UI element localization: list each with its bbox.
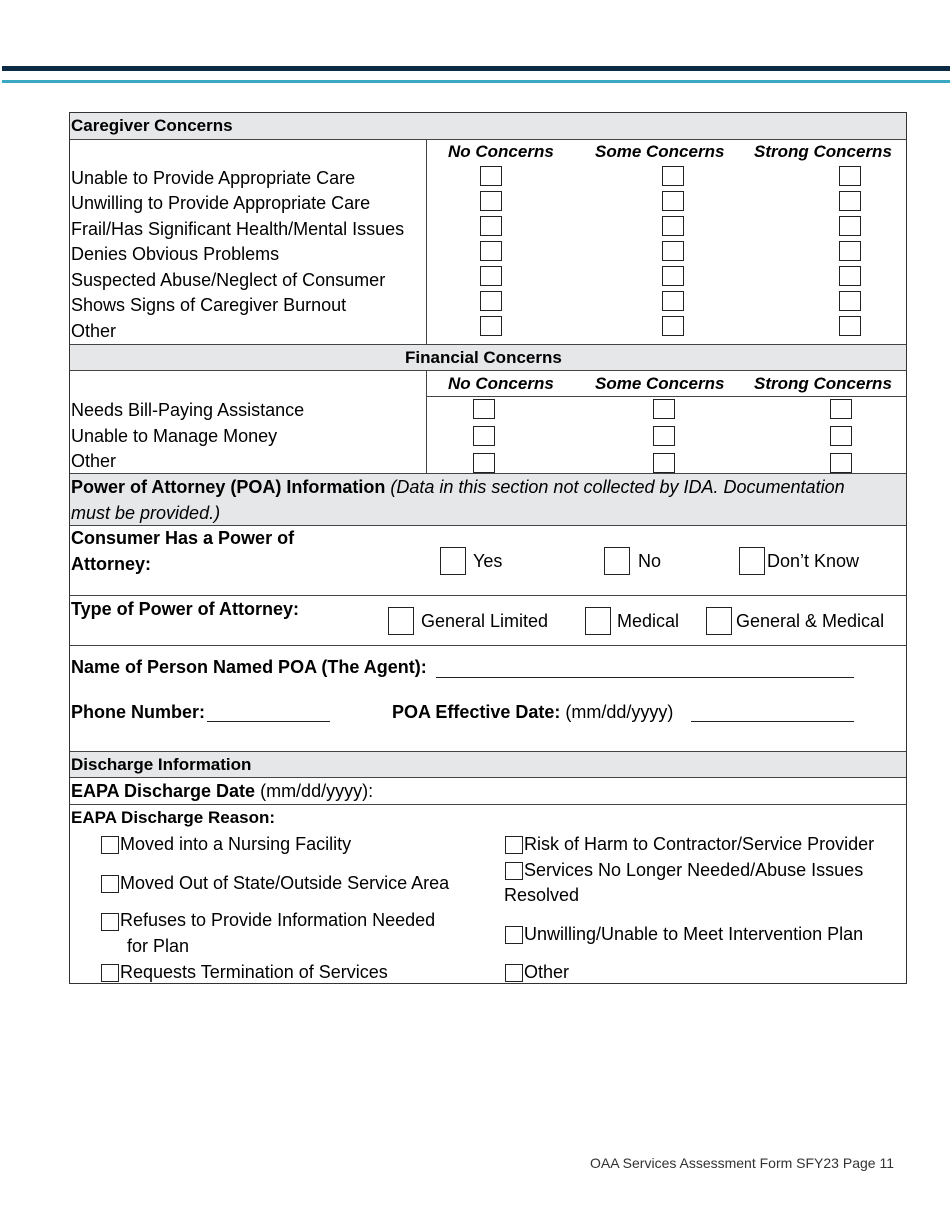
- divider: [70, 525, 906, 526]
- financial-other-no-checkbox[interactable]: [473, 453, 495, 473]
- discharge-reason-label: Moved into a Nursing Facility: [120, 834, 352, 854]
- poa-type-medical-checkbox[interactable]: [585, 607, 611, 635]
- financial-col-some-concerns: Some Concerns: [595, 374, 725, 393]
- discharge-unwilling-plan-checkbox[interactable]: [505, 926, 523, 944]
- poa-effective-date-input[interactable]: [691, 721, 854, 722]
- header-dark-bar: [2, 66, 950, 71]
- poa-title: Power of Attorney (POA) Information: [71, 477, 386, 497]
- caregiver-burnout-no-checkbox[interactable]: [480, 291, 502, 311]
- financial-bill-strong-checkbox[interactable]: [830, 399, 852, 419]
- discharge-reason-label: Requests Termination of Services: [120, 962, 388, 982]
- caregiver-item: Shows Signs of Caregiver Burnout: [71, 295, 347, 315]
- poa-dont-know-checkbox[interactable]: [739, 547, 765, 575]
- divider: [70, 645, 906, 646]
- discharge-requests-termination-checkbox[interactable]: [101, 964, 119, 982]
- financial-title: Financial Concerns: [405, 348, 562, 367]
- caregiver-abuse-strong-checkbox[interactable]: [839, 266, 861, 286]
- discharge-reason-label-continued: for Plan: [127, 936, 190, 956]
- financial-col-strong-concerns: Strong Concerns: [754, 374, 892, 393]
- divider: [426, 370, 427, 473]
- financial-money-strong-checkbox[interactable]: [830, 426, 852, 446]
- caregiver-item: Suspected Abuse/Neglect of Consumer: [71, 270, 386, 290]
- poa-type-general-medical-checkbox[interactable]: [706, 607, 732, 635]
- poa-yes-label: Yes: [473, 551, 503, 571]
- discharge-title: Discharge Information: [71, 755, 252, 774]
- caregiver-unable-strong-checkbox[interactable]: [839, 166, 861, 186]
- page-footer: OAA Services Assessment Form SFY23 Page 11: [590, 1155, 894, 1171]
- financial-money-no-checkbox[interactable]: [473, 426, 495, 446]
- caregiver-other-some-checkbox[interactable]: [662, 316, 684, 336]
- poa-type-label: Type of Power of Attorney:: [71, 599, 300, 619]
- poa-note: (Data in this section not collected by IDA. Documentation: [390, 477, 845, 497]
- caregiver-item: Frail/Has Significant Health/Mental Issues: [71, 219, 405, 239]
- financial-bill-no-checkbox[interactable]: [473, 399, 495, 419]
- caregiver-unable-no-checkbox[interactable]: [480, 166, 502, 186]
- caregiver-frail-no-checkbox[interactable]: [480, 216, 502, 236]
- caregiver-other-no-checkbox[interactable]: [480, 316, 502, 336]
- poa-effective-format: (mm/dd/yyyy): [565, 702, 674, 722]
- caregiver-title: Caregiver Concerns: [71, 116, 233, 135]
- financial-item: Other: [71, 451, 117, 471]
- divider: [70, 804, 906, 805]
- caregiver-col-some-concerns: Some Concerns: [595, 142, 725, 161]
- poa-type-general-limited-checkbox[interactable]: [388, 607, 414, 635]
- financial-money-some-checkbox[interactable]: [653, 426, 675, 446]
- financial-other-strong-checkbox[interactable]: [830, 453, 852, 473]
- discharge-reason-label: Risk of Harm to Contractor/Service Provider: [524, 834, 875, 854]
- divider: [70, 139, 906, 140]
- financial-item: Unable to Manage Money: [71, 426, 278, 446]
- poa-effective-label: POA Effective Date:: [392, 702, 561, 722]
- poa-no-checkbox[interactable]: [604, 547, 630, 575]
- divider: [426, 139, 427, 345]
- poa-type-medical-label: Medical: [617, 611, 680, 631]
- poa-note-continued: must be provided.): [71, 503, 221, 523]
- discharge-other-checkbox[interactable]: [505, 964, 523, 982]
- caregiver-col-strong-concerns: Strong Concerns: [754, 142, 892, 161]
- caregiver-burnout-strong-checkbox[interactable]: [839, 291, 861, 311]
- caregiver-item: Unwilling to Provide Appropriate Care: [71, 193, 371, 213]
- discharge-no-longer-needed-checkbox[interactable]: [505, 862, 523, 880]
- poa-heading: [71, 477, 845, 498]
- discharge-moved-out-checkbox[interactable]: [101, 875, 119, 893]
- discharge-reason-label-continued: Resolved: [504, 885, 580, 905]
- poa-dont-know-label: Don’t Know: [767, 551, 860, 571]
- discharge-risk-of-harm-checkbox[interactable]: [505, 836, 523, 854]
- poa-agent-input[interactable]: [436, 677, 854, 678]
- caregiver-abuse-no-checkbox[interactable]: [480, 266, 502, 286]
- poa-agent-label: Name of Person Named POA (The Agent):: [71, 657, 427, 677]
- caregiver-denies-strong-checkbox[interactable]: [839, 241, 861, 261]
- discharge-reason-label: Services No Longer Needed/Abuse Issues: [524, 860, 864, 880]
- caregiver-burnout-some-checkbox[interactable]: [662, 291, 684, 311]
- divider: [70, 777, 906, 778]
- divider: [70, 595, 906, 596]
- caregiver-frail-strong-checkbox[interactable]: [839, 216, 861, 236]
- financial-other-some-checkbox[interactable]: [653, 453, 675, 473]
- caregiver-item: Other: [71, 321, 117, 341]
- discharge-date-field[interactable]: [71, 781, 373, 802]
- discharge-reason-label: Refuses to Provide Information Needed: [120, 910, 436, 930]
- assessment-form: [69, 112, 907, 984]
- caregiver-unwilling-no-checkbox[interactable]: [480, 191, 502, 211]
- has-poa-label: Consumer Has a Power of: [71, 528, 295, 548]
- poa-phone-label: Phone Number:: [71, 702, 206, 722]
- caregiver-unable-some-checkbox[interactable]: [662, 166, 684, 186]
- financial-item: Needs Bill-Paying Assistance: [71, 400, 305, 420]
- divider: [426, 396, 906, 397]
- discharge-date-label: EAPA Discharge Date: [71, 781, 256, 801]
- caregiver-item: Unable to Provide Appropriate Care: [71, 168, 356, 188]
- caregiver-other-strong-checkbox[interactable]: [839, 316, 861, 336]
- financial-bill-some-checkbox[interactable]: [653, 399, 675, 419]
- discharge-nursing-facility-checkbox[interactable]: [101, 836, 119, 854]
- divider: [70, 370, 906, 371]
- has-poa-label-continued: Attorney:: [71, 554, 151, 574]
- caregiver-denies-no-checkbox[interactable]: [480, 241, 502, 261]
- discharge-reason-label: Other: [524, 962, 570, 982]
- discharge-reason-label: Unwilling/Unable to Meet Intervention Plan: [524, 924, 864, 944]
- discharge-reason-label: EAPA Discharge Reason:: [71, 808, 276, 827]
- discharge-date-format: (mm/dd/yyyy):: [260, 781, 374, 801]
- poa-no-label: No: [638, 551, 662, 571]
- caregiver-unwilling-some-checkbox[interactable]: [662, 191, 684, 211]
- poa-phone-input[interactable]: [207, 721, 330, 722]
- discharge-refuses-info-checkbox[interactable]: [101, 913, 119, 931]
- poa-type-general-limited-label: General Limited: [421, 611, 549, 631]
- caregiver-denies-some-checkbox[interactable]: [662, 241, 684, 261]
- poa-effective-date: [392, 702, 673, 723]
- poa-type-general-medical-label: General & Medical: [736, 611, 885, 631]
- poa-yes-checkbox[interactable]: [440, 547, 466, 575]
- caregiver-unwilling-strong-checkbox[interactable]: [839, 191, 861, 211]
- caregiver-item: Denies Obvious Problems: [71, 244, 280, 264]
- financial-col-no-concerns: No Concerns: [448, 374, 554, 393]
- caregiver-frail-some-checkbox[interactable]: [662, 216, 684, 236]
- discharge-reason-label: Moved Out of State/Outside Service Area: [120, 873, 450, 893]
- header-accent-bar: [2, 80, 950, 83]
- caregiver-abuse-some-checkbox[interactable]: [662, 266, 684, 286]
- caregiver-col-no-concerns: No Concerns: [448, 142, 554, 161]
